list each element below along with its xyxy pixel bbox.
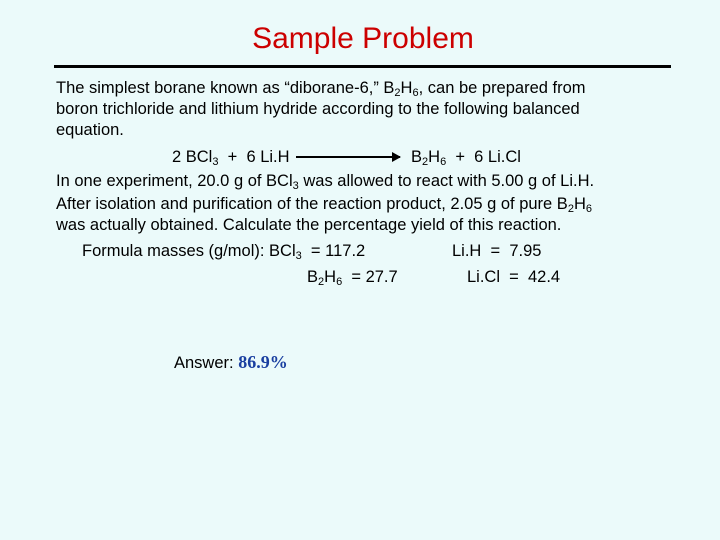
experiment-text: was allowed to react with 5.00 g of Li.H. — [298, 172, 595, 190]
subscript: 3 — [295, 250, 302, 262]
reactant-text: + 6 Li.H — [218, 148, 290, 166]
intro-line-1 — [56, 78, 586, 98]
experiment-line-1 — [56, 171, 594, 191]
reaction-arrow-icon — [296, 156, 400, 158]
mass-licl: Li.Cl = 42.4 — [467, 268, 561, 286]
intro-text: H — [400, 79, 413, 97]
masses-text: = 117.2 — [301, 242, 366, 260]
experiment-text: H — [573, 195, 586, 213]
intro-line-2: boron trichloride and lithium hydride according to the following balanced — [56, 100, 580, 118]
mass-lih: Li.H = 7.95 — [452, 242, 542, 260]
subscript: 3 — [212, 156, 219, 168]
answer-value: 86.9% — [238, 352, 288, 372]
subscript: 2 — [422, 156, 429, 168]
reactant-text: 2 BCl — [172, 148, 213, 166]
equation-reactants — [172, 147, 404, 167]
subscript: 6 — [336, 276, 343, 288]
subscript: 3 — [292, 180, 299, 192]
experiment-text: In one experiment, 20.0 g of BCl — [56, 172, 293, 190]
page-title: Sample Problem — [252, 22, 474, 55]
mass-b2h6 — [307, 267, 398, 287]
answer — [174, 352, 288, 373]
subscript: 6 — [585, 203, 592, 215]
answer-label: Answer: — [174, 354, 239, 372]
formula-masses-label — [82, 241, 365, 261]
intro-text: The simplest borane known as “diborane-6,” B — [56, 79, 395, 97]
masses-text: = 27.7 — [342, 268, 398, 286]
subscript: 2 — [318, 276, 325, 288]
masses-text: H — [324, 268, 337, 286]
intro-text: , can be prepared from — [418, 79, 586, 97]
subscript: 6 — [412, 87, 419, 99]
intro-line-3: equation. — [56, 121, 124, 139]
experiment-line-2 — [56, 194, 592, 214]
subscript: 2 — [567, 203, 574, 215]
experiment-line-3: was actually obtained. Calculate the percentage yield of this reaction. — [56, 216, 562, 234]
product-text: + 6 Li.Cl — [446, 148, 521, 166]
equation-products — [411, 147, 521, 167]
product-text: B — [411, 148, 423, 166]
subscript: 6 — [440, 156, 447, 168]
product-text: H — [428, 148, 441, 166]
title-divider — [54, 65, 671, 68]
subscript: 2 — [394, 87, 401, 99]
masses-text: Formula masses (g/mol): BCl — [82, 242, 296, 260]
experiment-text: After isolation and purification of the reaction product, 2.05 g of pure B — [56, 195, 568, 213]
masses-text: B — [307, 268, 319, 286]
